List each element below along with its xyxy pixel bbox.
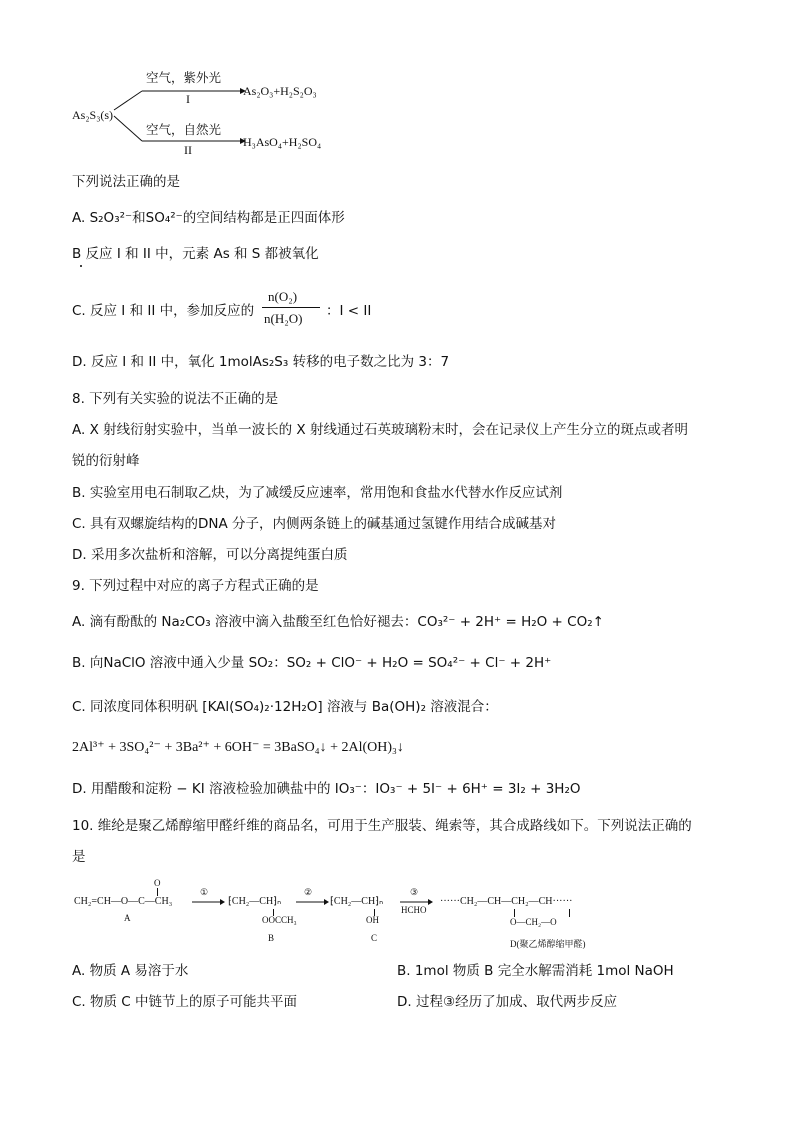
compound-a-formula: CH₂=CH—O—C—CH₃ [74,896,173,907]
route-i-label: I [186,92,190,106]
label-a: A [124,913,131,923]
compound-d-chain: ······CH₂—CH—CH₂—CH······ [440,896,573,907]
q7-option-d: D. 反应 I 和 II 中，氧化 1molAs₂S₃ 转移的电子数之比为 3：7 [72,354,450,370]
scan-dot [80,265,82,267]
q8-option-d: D. 采用多次盐析和溶解，可以分离提纯蛋白质 [72,547,348,563]
route-i-product: As₂O₃+H₂S₂O₃ [243,84,317,98]
q7-stem: 下列说法正确的是 [72,174,180,190]
label-d: D(聚乙烯醇缩甲醛) [510,939,586,949]
route-ii-condition: 空气，自然光 [146,122,222,137]
d-ring-bond-left [514,909,515,917]
q10-option-a: A. 物质 A 易溶于水 [72,963,189,979]
step-1-arrow [192,898,226,906]
q8-option-a-line1: A. X 射线衍射实验中，当单一波长的 X 射线通过石英玻璃粉末时，会在记录仪上产生分立的斑点或者明 [72,422,688,438]
q10-option-c: C. 物质 C 中链节上的原子可能共平面 [72,994,298,1010]
compound-b-sub: OOCCH₃ [262,915,297,925]
q7-option-c-denominator: n(H₂O) [264,311,303,326]
a-carbonyl-o: O [154,878,161,888]
route-ii-label: II [184,143,192,157]
route-i-condition: 空气，紫外光 [146,70,222,85]
q10-option-d: D. 过程③经历了加成、取代两步反应 [397,994,618,1010]
compound-d-ring: O—CH₂—O [510,917,557,927]
q9-stem: 9. 下列过程中对应的离子方程式正确的是 [72,578,319,594]
step-1-label: ① [200,887,209,897]
step-2-label: ② [304,887,313,897]
q9-option-a: A. 滴有酚酞的 Na₂CO₃ 溶液中滴入盐酸至红色恰好褪去：CO₃²⁻ + 2H⁺ = H₂O + CO₂↑ [72,614,604,630]
scheme-reactant: As₂S₃(s) [72,108,114,122]
q7-option-c-suffix: ：I < II [326,303,372,319]
q9-option-d: D. 用醋酸和淀粉 − KI 溶液检验加碘盐中的 IO₃⁻：IO₃⁻ + 5I⁻ + 6H⁺ = 3I₂ + 3H₂O [72,781,581,797]
q10-stem-line1: 10. 维纶是聚乙烯醇缩甲醛纤维的商品名，可用于生产服装、绳索等，其合成路线如下。下列说法正确的 [72,818,692,834]
compound-c-sub: OH [366,915,379,925]
q9-option-c: C. 同浓度同体积明矾 [KAl(SO₄)₂·12H₂O] 溶液与 Ba(OH)₂ 溶液混合： [72,699,498,715]
q7-option-c-numerator: n(O₂) [268,289,298,304]
q7-option-b: B 反应 I 和 II 中，元素 As 和 S 都被氧化 [72,246,319,262]
q7-option-c-prefix: C. 反应 I 和 II 中，参加反应的 [72,303,255,319]
q8-stem: 8. 下列有关实验的说法不正确的是 [72,391,279,407]
step-2-arrow [296,898,330,906]
label-c: C [371,933,378,943]
d-ring-bond-right [569,909,570,917]
q9-option-c-equation: 2Al³⁺ + 3SO₄²⁻ + 3Ba²⁺ + 6OH⁻ = 3BaSO₄↓ + 2Al(OH)₃↓ [72,740,404,755]
label-b: B [268,933,275,943]
q8-option-b: B. 实验室用电石制取乙炔，为了减缓反应速率，常用饱和食盐水代替水作反应试剂 [72,485,563,501]
route-ii-product: H₃AsO₄+H₂SO₄ [243,135,322,149]
q8-option-c: C. 具有双螺旋结构的DNA 分子，内侧两条链上的碱基通过氢键作用结合成碱基对 [72,516,557,532]
step-3-label: ③ [410,887,419,897]
fraction-bar [262,307,320,308]
q10-stem-line2: 是 [72,849,86,865]
a-carbonyl-bond [157,888,158,896]
compound-b-chain: ⁅CH₂—CH⁆ₙ [228,896,282,907]
step-3-reagent: HCHO [401,905,427,915]
q8-option-a-line2: 锐的衍射峰 [72,453,140,469]
q10-option-b: B. 1mol 物质 B 完全水解需消耗 1mol NaOH [397,963,674,979]
q7-option-a: A. S₂O₃²⁻和SO₄²⁻的空间结构都是正四面体形 [72,210,345,226]
scheme-arrows [112,80,252,152]
q9-option-b: B. 向NaClO 溶液中通入少量 SO₂：SO₂ + ClO⁻ + H₂O = SO₄²⁻ + Cl⁻ + 2H⁺ [72,655,552,671]
compound-c-chain: ⁅CH₂—CH⁆ₙ [330,896,384,907]
